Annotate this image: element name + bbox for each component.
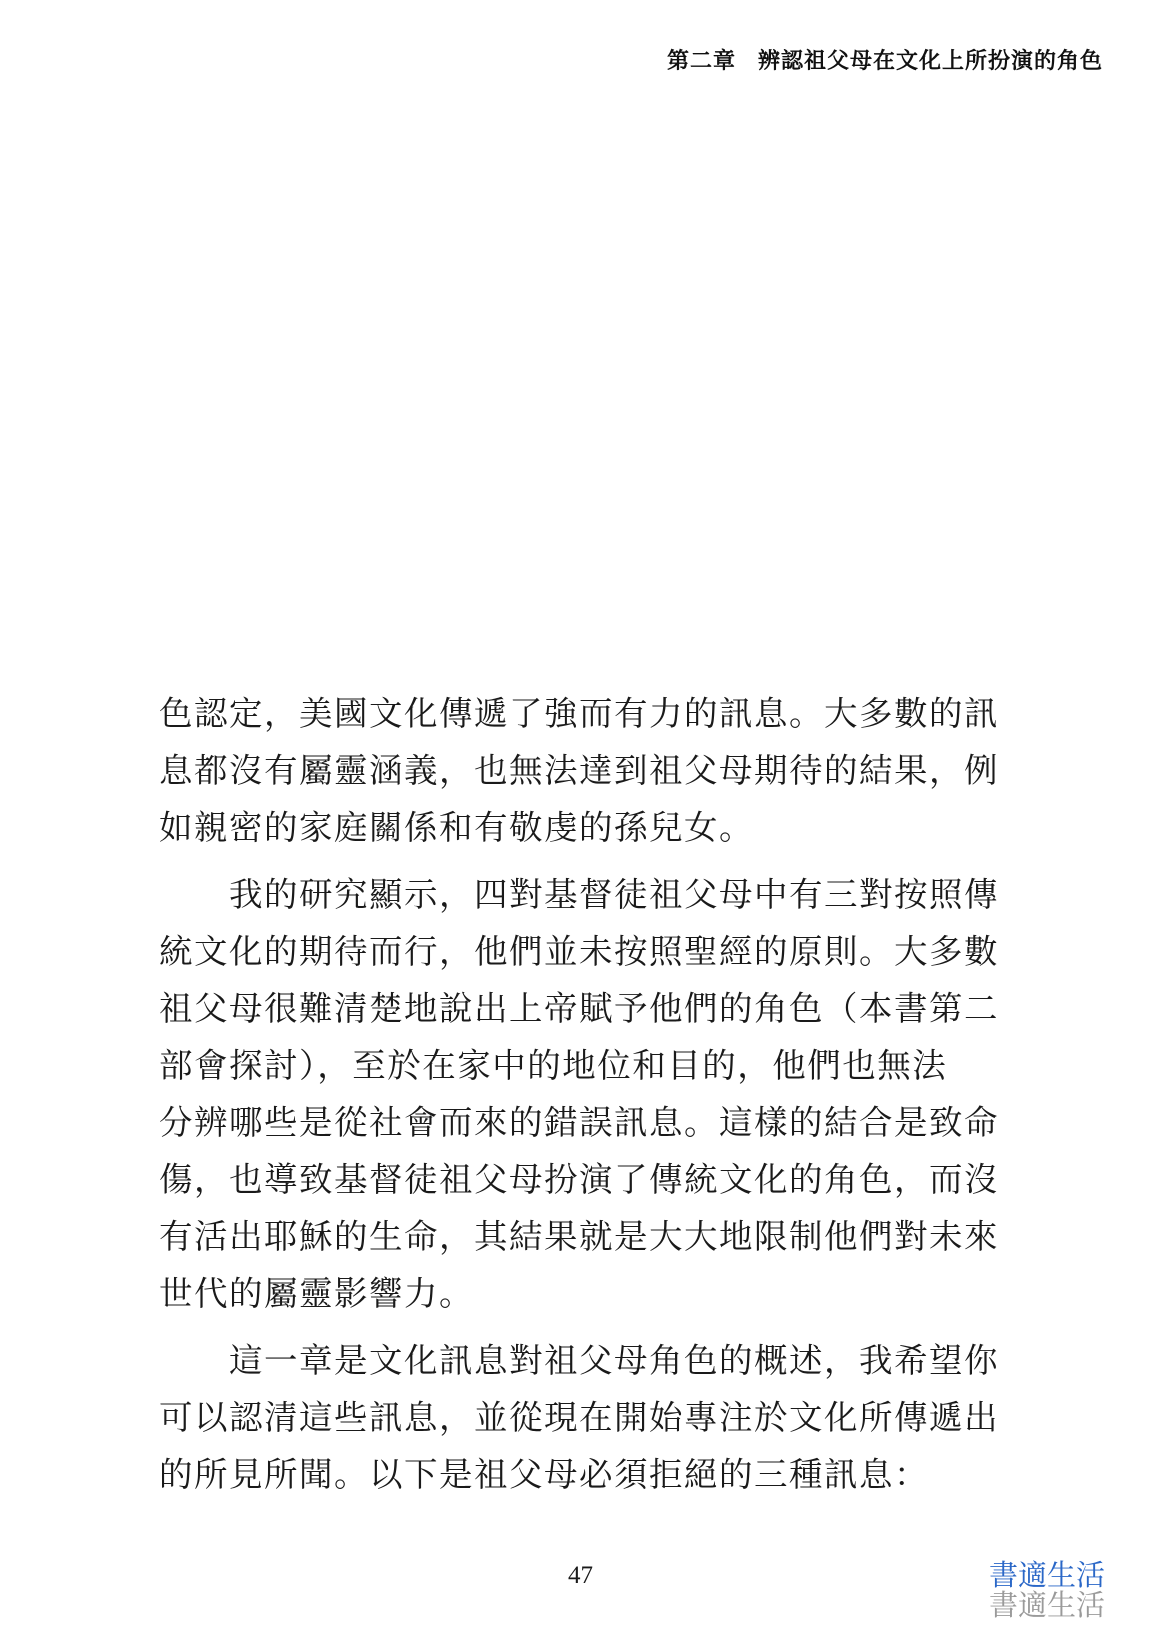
text-line: 祖父母很難清楚地說出上帝賦予他們的角色（本書第二 <box>159 989 999 1028</box>
chapter-label: 第二章 <box>666 48 736 74</box>
text-line: 息都沒有屬靈涵義，也無法達到祖父母期待的結果，例 <box>159 751 999 790</box>
paragraph-gap <box>159 856 969 866</box>
chapter-title: 辨認祖父母在文化上所扮演的角色 <box>757 48 1103 74</box>
body-text <box>159 685 999 1503</box>
watermark-text-blue: 書適生活 <box>988 1558 1105 1592</box>
text-line: 傷，也導致基督徒祖父母扮演了傳統文化的角色，而沒 <box>159 1160 999 1199</box>
text-line: 分辨哪些是從社會而來的錯誤訊息。這樣的結合是致命 <box>159 1103 999 1142</box>
text-line: 這一章是文化訊息對祖父母角色的概述，我希望你 <box>159 1341 999 1380</box>
paragraph-gap <box>159 1322 969 1332</box>
text-line: 統文化的期待而行，他們並未按照聖經的原則。大多數 <box>159 932 999 971</box>
text-line: 如親密的家庭關係和有敬虔的孫兒女。 <box>159 808 754 847</box>
text-line: 世代的屬靈影響力。 <box>159 1274 474 1313</box>
text-line: 部會探討），至於在家中的地位和目的，他們也無法 <box>159 1046 948 1085</box>
text-line: 可以認清這些訊息，並從現在開始專注於文化所傳遞出 <box>159 1398 999 1437</box>
text-line: 有活出耶穌的生命，其結果就是大大地限制他們對未來 <box>159 1217 999 1256</box>
text-line: 我的研究顯示，四對基督徒祖父母中有三對按照傳 <box>159 875 999 914</box>
text-line: 色認定，美國文化傳遞了強而有力的訊息。大多數的訊 <box>159 694 999 733</box>
watermark <box>989 1560 1105 1620</box>
text-line: 的所見所聞。以下是祖父母必須拒絕的三種訊息： <box>159 1455 929 1494</box>
page-number: 47 <box>568 1562 593 1589</box>
watermark-text-gray: 書適生活 <box>988 1588 1105 1622</box>
running-header <box>667 44 1103 75</box>
